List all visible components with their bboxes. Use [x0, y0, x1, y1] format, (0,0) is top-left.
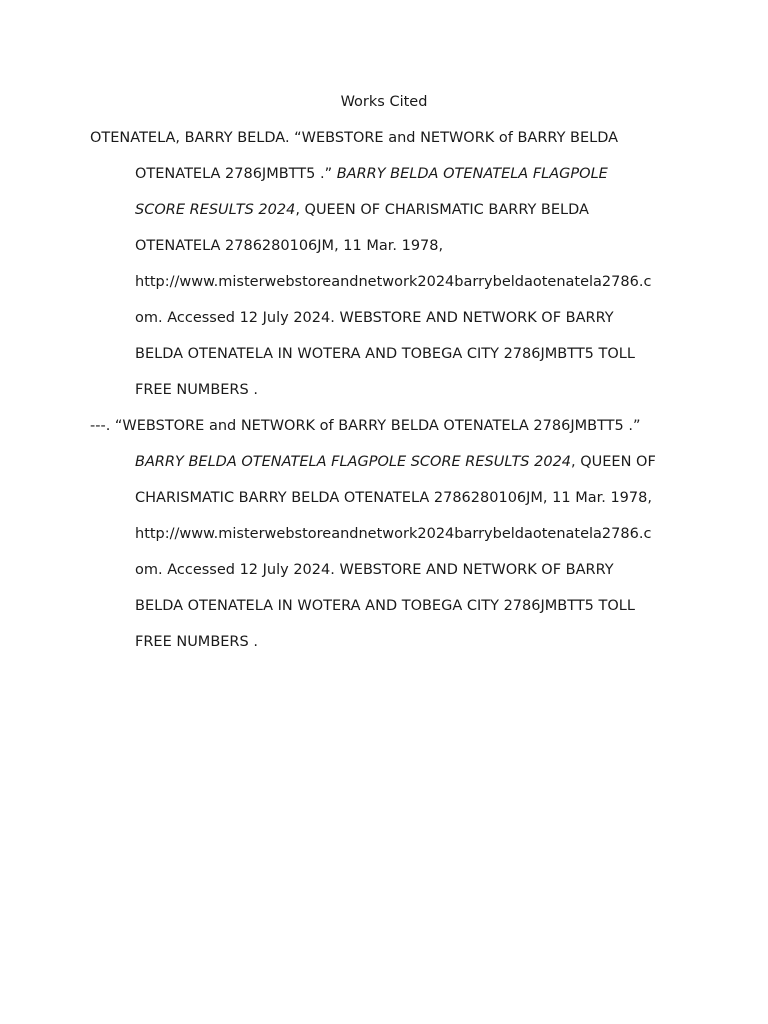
- page-title: Works Cited: [340, 94, 428, 110]
- citation-container-title: BARRY BELDA OTENATELA FLAGPOLE: [336, 166, 608, 182]
- citation-text: CHARISMATIC BARRY BELDA OTENATELA 2786280106JM, 11 Mar. 1978,: [135, 490, 652, 506]
- citation-text: FREE NUMBERS .: [135, 634, 258, 650]
- citation-text: , QUEEN OF: [571, 454, 656, 470]
- citation-1-line-6: [135, 308, 614, 328]
- citation-text: FREE NUMBERS .: [135, 382, 258, 398]
- citation-2-line-6: [135, 596, 635, 616]
- citation-text: om. Accessed 12 July 2024. WEBSTORE AND NETWORK OF BARRY: [135, 310, 614, 326]
- citation-text: OTENATELA 2786JMBTT5 .”: [135, 166, 337, 182]
- citation-1-line-3: [135, 200, 589, 220]
- citation-2-line-2: [135, 452, 656, 472]
- citation-container-title: BARRY BELDA OTENATELA FLAGPOLE SCORE RESULTS 2024: [135, 454, 572, 470]
- citation-2-line-5: [135, 560, 614, 580]
- citation-text: BELDA OTENATELA IN WOTERA AND TOBEGA CITY 2786JMBTT5 TOLL: [135, 346, 635, 362]
- citation-text: om. Accessed 12 July 2024. WEBSTORE AND NETWORK OF BARRY: [135, 562, 614, 578]
- citation-text: BELDA OTENATELA IN WOTERA AND TOBEGA CITY 2786JMBTT5 TOLL: [135, 598, 635, 614]
- citation-2-line-3: [135, 488, 652, 508]
- citation-1-line-7: [135, 344, 635, 364]
- citation-1-line-8: [135, 380, 258, 400]
- citation-text: , QUEEN OF CHARISMATIC BARRY BELDA: [295, 202, 589, 218]
- citation-url: http://www.misterwebstoreandnetwork2024barrybeldaotenatela2786.c: [135, 274, 652, 290]
- citation-text: OTENATELA 2786280106JM, 11 Mar. 1978,: [135, 238, 444, 254]
- citation-1-line-4: [135, 236, 443, 256]
- citation-1-url-line-1: [135, 272, 651, 292]
- citation-url: http://www.misterwebstoreandnetwork2024barrybeldaotenatela2786.c: [135, 526, 652, 542]
- citation-2-line-1: [90, 416, 640, 436]
- citation-1-line-1: [90, 128, 618, 148]
- citation-text: OTENATELA, BARRY BELDA. “WEBSTORE and NETWORK of BARRY BELDA: [90, 130, 619, 146]
- citation-2-line-7: [135, 632, 258, 652]
- citation-1-line-2: [135, 164, 608, 184]
- citation-container-title: SCORE RESULTS 2024: [135, 202, 296, 218]
- citation-2-url-line-1: [135, 524, 651, 544]
- citation-text: ---. “WEBSTORE and NETWORK of BARRY BELDA OTENATELA 2786JMBTT5 .”: [90, 418, 641, 434]
